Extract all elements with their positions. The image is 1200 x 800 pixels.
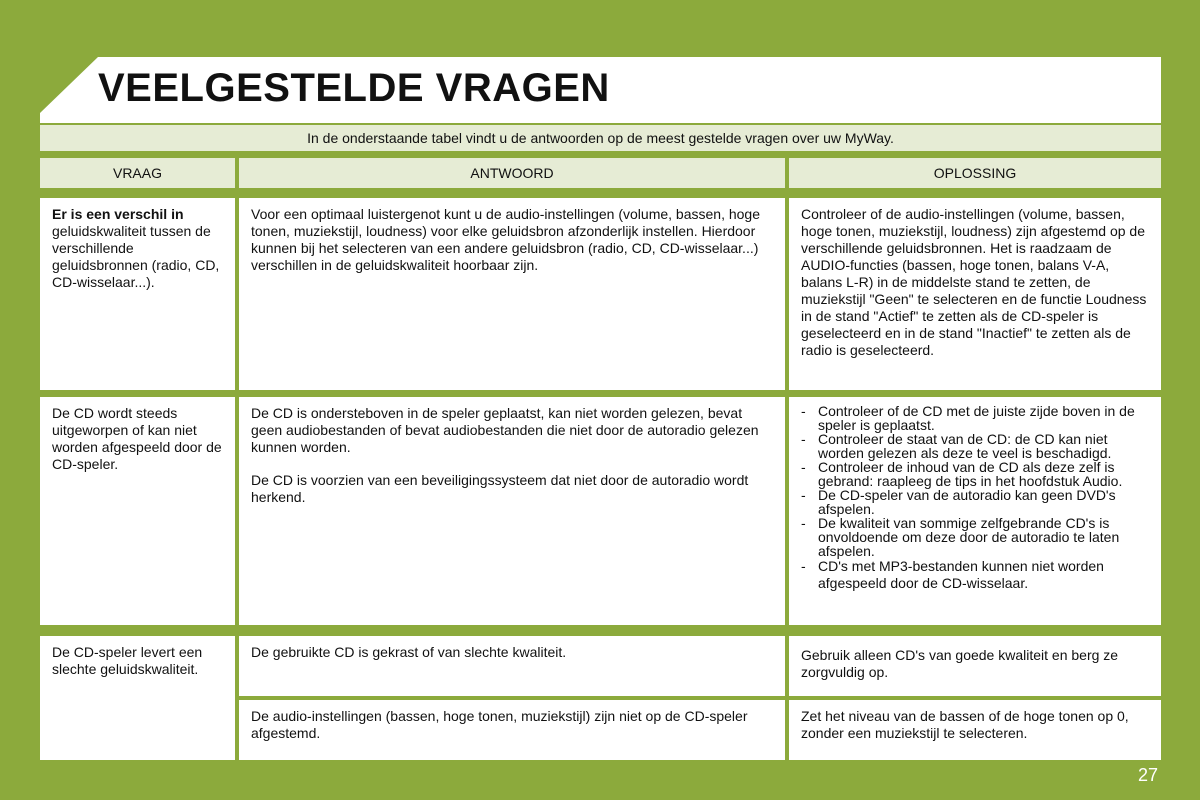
row-2-answer-text-2: De CD is voorzien van een beveiligingssysteem dat niet door de autoradio wordt herkend.	[251, 472, 749, 505]
row-3a-solution-text: Gebruik alleen CD's van goede kwaliteit en berg ze zorgvuldig op.	[801, 647, 1119, 680]
row-1-question	[40, 198, 235, 390]
list-item: - Controleer de staat van de CD: de CD kan niet worden gelezen als deze te veel is beschadigd.	[801, 432, 1151, 460]
row-3a-answer-text: De gebruikte CD is gekrast of van slechte kwaliteit.	[251, 644, 567, 660]
row-2-question	[40, 397, 235, 625]
header-answer: ANTWOORD	[239, 158, 785, 188]
list-item: - Controleer of de CD met de juiste zijde boven in de speler is geplaatst.	[801, 404, 1151, 432]
row-1-solution	[789, 198, 1161, 390]
row-3a-solution	[789, 636, 1161, 696]
row-2-answer-text-1: De CD is ondersteboven in de speler geplaatst, kan niet worden gelezen, bevat geen audiobestanden of bevat audiobestanden die niet door de autoradio gelezen kunnen worden.	[251, 405, 759, 455]
row-3b-answer-text: De audio-instellingen (bassen, hoge tonen, muziekstijl) zijn niet op de CD-speler afgestemd.	[251, 708, 748, 741]
list-item: - CD's met MP3-bestanden kunnen niet worden afgespeeld door de CD-wisselaar.	[801, 558, 1151, 592]
row-3b-solution-text: Zet het niveau van de bassen of de hoge tonen op 0, zonder een muziekstijl te selecteren.	[801, 708, 1129, 741]
row-3-question	[40, 636, 235, 760]
row-1-answer	[239, 198, 785, 390]
row-2-question-text: De CD wordt steeds uitgeworpen of kan niet worden afgespeeld door de CD-speler.	[52, 405, 222, 472]
page-number: 27	[1138, 765, 1159, 785]
solution-list	[801, 404, 1151, 592]
list-item: - Controleer de inhoud van de CD als deze zelf is gebrand: raapleeg de tips in het hoofdstuk Audio.	[801, 460, 1151, 488]
intro-text: In de onderstaande tabel vindt u de antwoorden op de meest gestelde vragen over uw MyWay.	[40, 125, 1161, 151]
row-3-question-text: De CD-speler levert een slechte geluidskwaliteit.	[52, 644, 203, 677]
header-solution: OPLOSSING	[789, 158, 1161, 188]
row-3b-solution	[789, 700, 1161, 760]
header-question: VRAAG	[40, 158, 235, 188]
list-item: - De CD-speler van de autoradio kan geen DVD's afspelen.	[801, 488, 1151, 516]
row-3a-answer	[239, 636, 785, 696]
row-1-question-rest: geluidskwaliteit tussen de verschillende geluidsbronnen (radio, CD, CD-wisselaar...).	[52, 223, 220, 290]
row-1-solution-text: Controleer of de audio-instellingen (volume, bassen, hoge tonen, muziekstijl, loudness) zijn afgestemd op de verschillende geluidsbronnen. Het is raadzaam de AUDIO-functies (bassen, hoge tonen, balans V-A, balans L-R) in de middelste stand te zetten, de muziekstijl "Geen" te selecteren en de functie Loudness in de stand "Actief" te zetten als de CD-speler is geselecteerd en in de stand "Inactief" te zetten als de radio is geselecteerd.	[801, 206, 1147, 358]
page-title: VEELGESTELDE VRAGEN	[98, 66, 610, 110]
list-item: - De kwaliteit van sommige zelfgebrande CD's is onvoldoende om deze door de autoradio te laten afspelen.	[801, 516, 1151, 558]
row-1-question-bold: Er is een verschil in	[52, 206, 184, 222]
row-1-answer-text: Voor een optimaal luistergenot kunt u de audio-instellingen (volume, bassen, hoge tonen, muziekstijl, loudness) voor elke geluidsbron afzonderlijk instellen. Hierdoor kunnen bij het selecteren van een andere geluidsbron (radio, CD, CD-wisselaar...) verschillen in de geluidskwaliteit hoorbaar zijn.	[251, 206, 760, 273]
row-3b-answer	[239, 700, 785, 760]
row-2-answer	[239, 397, 785, 625]
row-2-solution	[789, 397, 1161, 625]
